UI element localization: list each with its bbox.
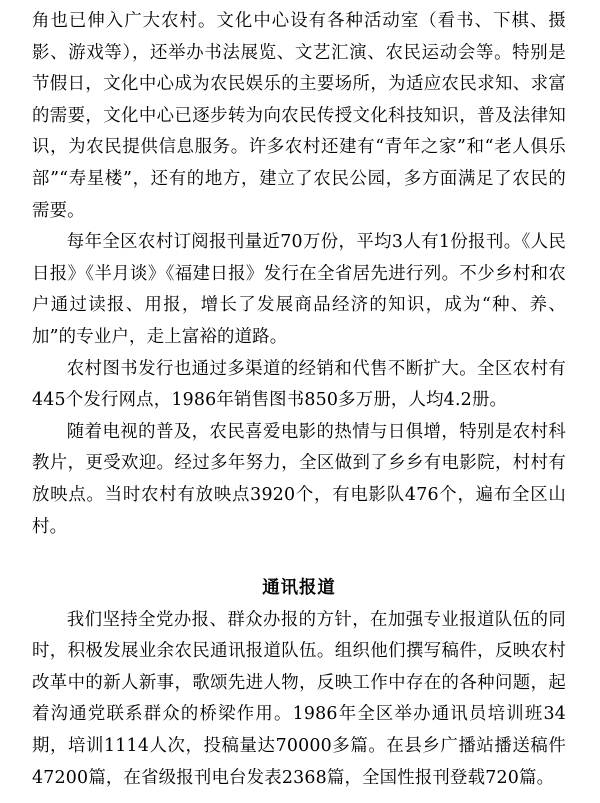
paragraph-3: 农村图书发行也通过多渠道的经销和代售不断扩大。全区农村有445个发行网点，1986年销售图书850多万册，人均4.2册。 bbox=[32, 358, 566, 411]
paragraph-2: 每年全区农村订阅报刊量近70万份，平均3人有1份报刊。《人民日报》《半月谈》《福建日报》发行在全省居先进行列。不少乡村和农户通过读报、用报，增长了发展商品经济的知识，成为“种、养、加”的专业户，走上富裕的道路。 bbox=[32, 232, 566, 347]
paragraph-5: 我们坚持全党办报、群众办报的方针，在加强专业报道队伍的同时，积极发展业余农民通讯报道队伍。组织他们撰写稿件，反映农村改革中的新人新事，歌颂先进人物，反映工作中存在的各种问题，起着沟通党联系群众的桥梁作用。1986年全区举办通讯员培训班34期，培训1114人次，投稿量达70000多篇。在县乡广播站播送稿件47200篇，在省级报刊电台发表2368篇，全国性报刊登载720篇。 bbox=[32, 609, 566, 788]
paragraph-1: 角也已伸入广大农村。文化中心设有各种活动室（看书、下棋、摄影、游戏等），还举办书法展览、文艺汇演、农民运动会等。特别是节假日，文化中心成为农民娱乐的主要场所，为适应农民求知、求富的需要，文化中心已逐步转为向农民传授文化科技知识，普及法律知识，为农民提供信息服务。许多农村还建有“青年之家”和“老人俱乐部”“寿星楼”，还有的地方，建立了农民公园，多方面满足了农民的需要。 bbox=[32, 11, 566, 221]
section-spacer bbox=[32, 543, 566, 573]
section-heading: 通讯报道 bbox=[262, 578, 336, 599]
paragraph-4: 随着电视的普及，农民喜爱电影的热情与日俱增，特别是农村科教片，更受欢迎。经过多年努力，全区做到了乡乡有电影院，村村有放映点。当时农村有放映点3920个，有电影队476个，遍布全区山村。 bbox=[32, 421, 566, 537]
